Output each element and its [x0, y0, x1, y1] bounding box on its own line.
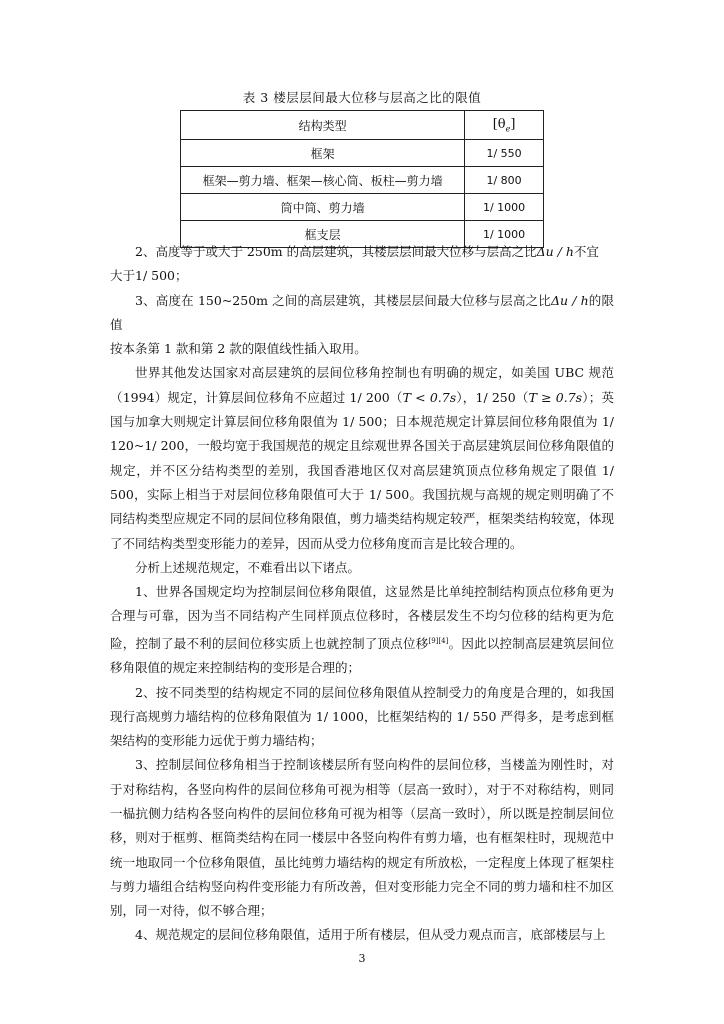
- p3-text: 3、高度在 150~250m 之间的高层建筑，其楼层层间最大位移与层高之比: [135, 292, 551, 308]
- citation-ref: [9][4]: [428, 636, 449, 645]
- row-limit: 1/ 800: [465, 167, 544, 194]
- row-type: 筒中筒、剪力墙: [181, 194, 465, 221]
- page-number: 3: [358, 952, 366, 965]
- paragraph-point-3: 3、控制层间位移角相当于控制该楼层所有竖向构件的层间位移，当楼盖为刚性时，对于对称结构，各竖向构件的层间位移角可视为相等（层高一致时），对于不对称结构，则同一榀抗侧力结构各竖向构件的层间位移角可视为相等（层高一致时），所以既是控制层间位移，则对于框剪、框筒类结构在同一楼层中各竖向构件有剪力墙，也有框架柱时，现规范中统一地取同一个位移角限值，虽比纯剪力墙结构的规定有所放松，一定程度上体现了框架柱与剪力墙组合结构竖向构件变形能力有所改善，但对变形能力完全不同的剪力墙和柱不加区别，同一对待，似不够合理；: [110, 757, 614, 919]
- table-row: [181, 140, 544, 167]
- row-limit: 1/ 550: [465, 140, 544, 167]
- paragraph-item-2-cont: 大于1/ 500；: [110, 268, 188, 284]
- p2-text: 2、高度等于或大于 250m 的高层建筑，其楼层层间最大位移与层高之比: [135, 244, 537, 259]
- p6-text-end: 。因此以控制高层建筑层间位移角限值的规定来控制结构的变形是合理的；: [110, 635, 614, 676]
- header-structure-type: 结构类型: [181, 111, 465, 140]
- theta-symbol: θ: [497, 116, 506, 132]
- drift-limit-table: [180, 110, 544, 248]
- paragraph-analysis-intro: 分析上述规范规定，不难看出以下诸点。: [135, 559, 361, 575]
- p4-text: 世界其他发达国家对高层建筑的层间位移角控制也有明确的规定，如美国 UBC 规范（1994）规定，计算层间位移角不应超过 1/ 200（: [110, 365, 614, 405]
- row-limit: 1/ 1000: [465, 221, 544, 248]
- paragraph-point-4: 4、规范规定的层间位移角限值，适用于所有楼层，但从受力观点而言，底部楼层与上: [135, 927, 606, 943]
- paragraph-item-3-cont: 按本条第 1 款和第 2 款的限值线性插入取用。: [110, 341, 367, 357]
- paragraph-point-2: 2、按不同类型的结构规定不同的层间位移角限值从控制受力的角度是合理的，如我国现行高规剪力墙结构的位移角限值为 1/ 1000，比框架结构的 1/ 550 严得多，是考虑到框架结构的变形能力远优于剪力墙结构；: [110, 684, 614, 749]
- p2-text-end: 不宜: [573, 244, 599, 259]
- p4-text-end: ）；英国与加拿大则规定计算层间位移角限值为 1/ 500；日本规范规定计算层间位移角限值为 1/ 120~1/ 200，一般均宽于我国规范的规定且综观世界各国关于高层建筑层间位移角限值的规定，并不区分结构类型的差别，我国香港地区仅对高层建筑顶点位移角规定了限值 1/ 500，实际上相当于对层间位移角限值可大于 1/ 500。我国抗规与高规的规定则明确了不同结构类型应规定不同的层间位移角限值，剪力墙类结构规定较严，框架类结构较宽，体现了不同结构类型变形能力的差异，因而从受力位移角度而言是比较合理的。: [110, 389, 614, 551]
- period-condition-2: T ≥ 0.7s: [528, 389, 583, 405]
- drift-ratio-symbol: Δu / h: [536, 244, 574, 259]
- p3-text-end: 的限值: [110, 292, 614, 332]
- p4-text-mid: ），1/ 250（: [456, 389, 529, 405]
- p6-text: 1、世界各国规定均为控制层间位移角限值，这显然是比单纯控制结构顶点位移角更为合理与可靠，因为当不同结构产生同样顶点位移时，各楼层发生不均匀位移的结构更为危险，控制了最不利的层间位移实质上也就控制了顶点位移: [110, 584, 614, 651]
- table-caption: 表 3 楼层层间最大位移与层高之比的限值: [242, 90, 482, 105]
- paragraph-point-1: [110, 580, 614, 680]
- row-type: 框架: [181, 140, 465, 167]
- table-header-row: [181, 111, 544, 140]
- drift-ratio-symbol: Δu / h: [550, 292, 589, 308]
- row-type: 框支层: [181, 221, 465, 248]
- paragraph-item-3: [110, 289, 614, 338]
- table-row: [181, 194, 544, 221]
- row-limit: 1/ 1000: [465, 194, 544, 221]
- header-theta-e: $[\theta_e]$: [465, 111, 544, 140]
- table-row: [181, 167, 544, 194]
- body-text: [110, 240, 614, 948]
- row-type: 框架—剪力墙、框架—核心筒、板柱—剪力墙: [181, 167, 465, 194]
- period-condition-1: T < 0.7s: [402, 389, 457, 405]
- theta-subscript: e: [505, 124, 511, 134]
- paragraph-item-2: [110, 240, 614, 264]
- paragraph-world-codes: [110, 361, 614, 555]
